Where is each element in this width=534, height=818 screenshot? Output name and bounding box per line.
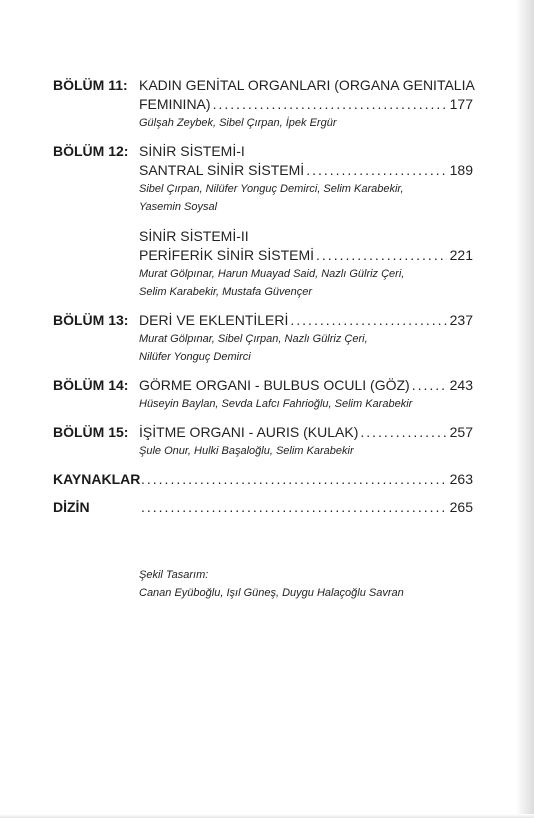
credits-names: Canan Eyüboğlu, Işıl Güneş, Duygu Halaçoğlu Savran: [139, 587, 404, 599]
section-authors: [139, 442, 473, 460]
toc-section: [139, 227, 473, 301]
references-line: [139, 470, 473, 489]
chapter-body: [139, 76, 473, 132]
dot-leader: [316, 246, 447, 265]
section-title: İŞİTME ORGANI - AURIS (KULAK): [139, 424, 359, 440]
chapter-body: [139, 423, 473, 460]
toc-section: [139, 142, 473, 216]
section-title: KADIN GENİTAL ORGANLARI (ORGANA GENITALIA: [139, 77, 475, 93]
index-line: [139, 498, 473, 517]
toc-chapter-15: [53, 423, 473, 460]
section-title: SİNİR SİSTEMİ-II: [139, 228, 249, 244]
section-title-line-2[interactable]: [139, 161, 473, 180]
section-title-line-1: [139, 227, 473, 246]
toc-index[interactable]: [53, 498, 473, 517]
section-title-line[interactable]: [139, 311, 473, 330]
section-title: DERİ VE EKLENTİLERİ: [139, 312, 289, 328]
author-line: Şule Onur, Hulki Başaloğlu, Selim Karabekir: [139, 445, 354, 457]
dot-leader: [360, 423, 446, 442]
section-title-line-2[interactable]: [139, 246, 473, 265]
page-number: 221: [449, 247, 473, 263]
dot-leader: [412, 376, 447, 395]
page-number: 237: [449, 312, 473, 328]
section-title: SİNİR SİSTEMİ-I: [139, 143, 245, 159]
toc-chapter-14: [53, 376, 473, 413]
author-line: Gülşah Zeybek, Sibel Çırpan, İpek Ergür: [139, 117, 337, 129]
toc-section: [139, 376, 473, 413]
section-title-line-1: [139, 76, 473, 95]
toc-chapter-12: [53, 142, 473, 301]
page-number: 263: [449, 471, 473, 487]
chapter-label: BÖLÜM 12:: [53, 143, 129, 159]
page-number: 189: [449, 162, 473, 178]
page-edge-shadow: [516, 0, 534, 818]
section-authors: [139, 265, 473, 301]
dot-leader: [213, 95, 447, 114]
toc-section: [139, 311, 473, 366]
author-line: Murat Gölpınar, Sibel Çırpan, Nazlı Gülriz Çeri,: [139, 333, 368, 345]
page-number: 177: [449, 96, 473, 112]
dot-leader: [290, 311, 446, 330]
page-number: 257: [449, 424, 473, 440]
section-authors: [139, 330, 473, 366]
table-of-contents: [53, 76, 473, 526]
toc-references[interactable]: [53, 470, 473, 489]
page-bottom-edge: [0, 814, 534, 818]
section-title-line-2[interactable]: [139, 95, 473, 114]
author-line: Nilüfer Yonguç Demirci: [139, 351, 251, 363]
section-title-line[interactable]: [139, 376, 473, 395]
chapter-label: BÖLÜM 14:: [53, 377, 129, 393]
section-title: FEMININA): [139, 96, 211, 112]
chapter-body: [139, 142, 473, 301]
chapter-label: BÖLÜM 13:: [53, 312, 129, 328]
author-line: Murat Gölpınar, Harun Muayad Said, Nazlı Gülriz Çeri,: [139, 268, 405, 280]
entry-body: [139, 498, 473, 517]
toc-chapter-13: [53, 311, 473, 366]
section-title: SANTRAL SİNİR SİSTEMİ: [139, 162, 305, 178]
toc-chapter-11: [53, 76, 473, 132]
index-label: DİZİN: [53, 499, 90, 515]
entry-body: [139, 470, 473, 489]
dot-leader: [141, 470, 447, 489]
section-title: PERİFERİK SİNİR SİSTEMİ: [139, 247, 315, 263]
dot-leader: [141, 498, 447, 517]
chapter-label: BÖLÜM 15:: [53, 424, 129, 440]
section-authors: [139, 180, 473, 216]
page-number: 265: [449, 499, 473, 515]
toc-section: [139, 423, 473, 460]
section-authors: [139, 395, 473, 413]
page-number: 243: [449, 377, 473, 393]
toc-section: [139, 76, 473, 132]
author-line: Selim Karabekir, Mustafa Güvençer: [139, 286, 313, 298]
section-title-line-1: [139, 142, 473, 161]
references-label: KAYNAKLAR: [53, 471, 141, 487]
author-line: Yasemin Soysal: [139, 201, 218, 213]
section-title: GÖRME ORGANI - BULBUS OCULI (GÖZ): [139, 377, 410, 393]
figure-design-credits: [139, 566, 404, 602]
author-line: Sibel Çırpan, Nilüfer Yonguç Demirci, Selim Karabekir,: [139, 183, 404, 195]
section-title-line[interactable]: [139, 423, 473, 442]
author-line: Hüseyin Baylan, Sevda Lafcı Fahrioğlu, Selim Karabekir: [139, 398, 413, 410]
section-authors: [139, 114, 473, 132]
dot-leader: [306, 161, 446, 180]
credits-heading: Şekil Tasarım:: [139, 569, 209, 581]
chapter-body: [139, 311, 473, 366]
chapter-label: BÖLÜM 11:: [53, 77, 128, 93]
chapter-body: [139, 376, 473, 413]
